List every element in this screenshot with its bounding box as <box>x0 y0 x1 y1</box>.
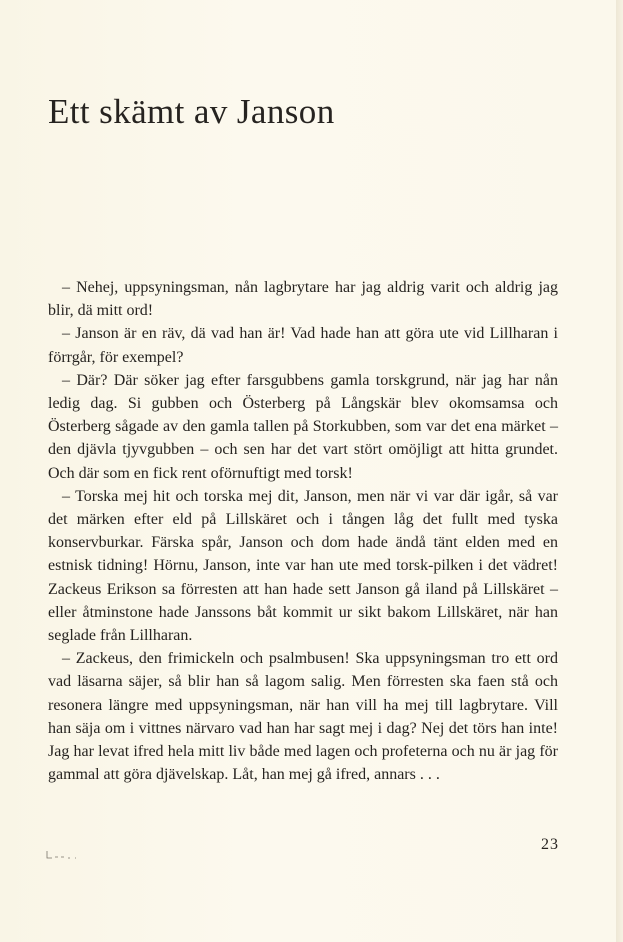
paragraph: – Torska mej hit och torska mej dit, Janson, men när vi var där igår, så var det märken efter eld på Lillskäret och i tången låg det fullt med tyska konservburkar. Färska spår, Janson och dom hade ändå tänt elden med en estnisk tidning! Hörnu, Janson, inte var han ute med torsk-pilken i det vädret! Zackeus Erikson sa förresten att han hade sett Janson gå iland på Lillskäret – eller åtminstone hade Janssons båt kommit ur sikt bakom Lillskäret, när han seglade från Lillharan. <box>48 487 558 645</box>
chapter-body <box>48 276 558 786</box>
paragraph: – Där? Där söker jag efter farsgubbens gamla torskgrund, när jag har nån ledig dag. Si gubben och Österberg på Långskär blev okomsamsa och Österberg sågade av den gamla tallen på Storkubben, som var det ena märket – den djävla tjyvgubben – och sen har det vart stört omöjligt att hitta grundet. Och där som en fick rent oförnuftigt med torsk! <box>48 371 558 482</box>
chapter-title: Ett skämt av Janson <box>48 92 335 131</box>
paragraph: – Zackeus, den frimickeln och psalmbusen! Ska uppsyningsman tro ett ord vad läsarna säjer, så blir han så lagom salig. Men förresten ska faen stå och resonera längre med uppsyningsman, när han vill ha mej till lagbrytare. Vill han säja om i vittnes närvaro vad han har sagt mej i dag? Nej det törs han inte! Jag har levat ifred hela mitt liv både med lagen och profeterna och nu är jag för gammal att göra djävelskap. Låt, han mej gå ifred, annars . . . <box>48 650 558 784</box>
paragraph: – Nehej, uppsyningsman, nån lagbrytare har jag aldrig varit och aldrig jag blir, dä mitt ord! <box>48 279 558 320</box>
page-edge <box>616 0 623 942</box>
page-number: 23 <box>541 836 559 853</box>
paragraph: – Janson är en räv, dä vad han är! Vad hade han att göra ute vid Lillharan i förrgår, för exempel? <box>48 325 558 366</box>
pencil-mark-icon <box>46 848 86 860</box>
